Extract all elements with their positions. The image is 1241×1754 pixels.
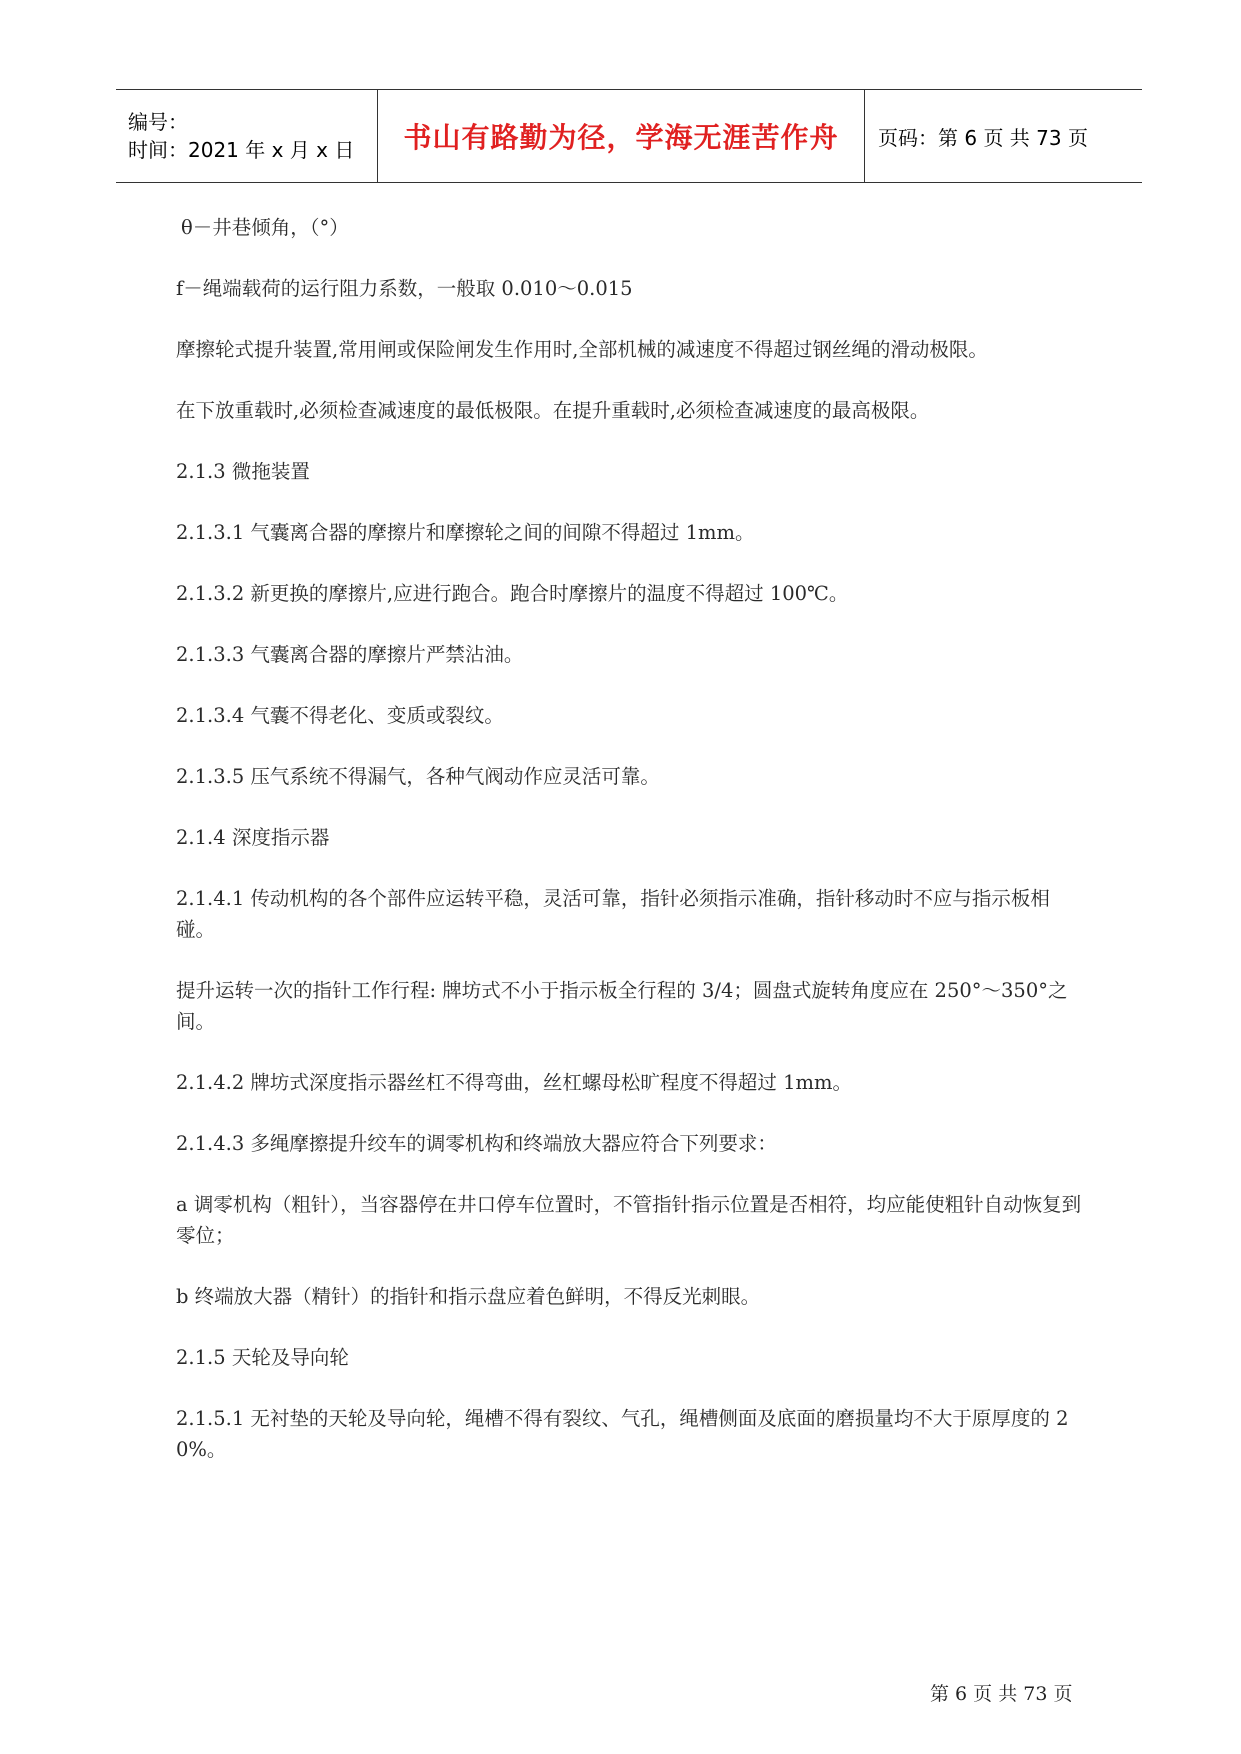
header-page-cell	[865, 90, 1142, 182]
header-motto-cell	[377, 90, 865, 182]
paragraph: 2.1.3.5 压气系统不得漏气，各种气阀动作应灵活可靠。	[176, 765, 660, 788]
paragraph: 2.1.3.3 气囊离合器的摩擦片严禁沾油。	[176, 643, 524, 666]
paragraph: 2.1.3.2 新更换的摩擦片,应进行跑合。跑合时摩擦片的温度不得超过 100℃。	[176, 582, 849, 605]
section-heading: 2.1.3 微拖装置	[176, 460, 310, 483]
header-motto: 书山有路勤为径，学海无涯苦作舟	[403, 121, 839, 154]
paragraph: b 终端放大器（精针）的指针和指示盘应着色鲜明，不得反光刺眼。	[176, 1285, 761, 1308]
paragraph: θ－井巷倾角，（°）	[181, 216, 349, 239]
document-number-label: 编号：	[128, 110, 188, 134]
paragraph: 2.1.5.1 无衬垫的天轮及导向轮，绳槽不得有裂纹、气孔，绳槽侧面及底面的磨损量均不大于原厚度的 20%。	[176, 1407, 1069, 1461]
paragraph: a 调零机构（粗针），当容器停在井口停车位置时，不管指针指示位置是否相符，均应能使粗针自动恢复到零位；	[176, 1193, 1082, 1247]
paragraph: 在下放重载时,必须检查减速度的最低极限。在提升重载时,必须检查减速度的最高极限。	[176, 399, 930, 422]
document-date: 时间：2021 年 x 月 x 日	[128, 138, 355, 162]
paragraph: 2.1.4.2 牌坊式深度指示器丝杠不得弯曲，丝杠螺母松旷程度不得超过 1mm。	[176, 1071, 853, 1094]
paragraph: 2.1.3.4 气囊不得老化、变质或裂纹。	[176, 704, 504, 727]
document-body	[176, 212, 1086, 1495]
paragraph: 2.1.3.1 气囊离合器的摩擦片和摩擦轮之间的间隙不得超过 1mm。	[176, 521, 755, 544]
header-left-cell	[116, 90, 377, 182]
paragraph: 提升运转一次的指针工作行程: 牌坊式不小于指示板全行程的 3/4；圆盘式旋转角度应在 250°～350°之间。	[176, 979, 1068, 1033]
paragraph: 摩擦轮式提升装置,常用闸或保险闸发生作用时,全部机械的减速度不得超过钢丝绳的滑动极限。	[176, 338, 988, 361]
paragraph: 2.1.4.3 多绳摩擦提升绞车的调零机构和终端放大器应符合下列要求：	[176, 1132, 777, 1155]
section-heading: 2.1.5 天轮及导向轮	[176, 1346, 349, 1369]
page-footer: 第 6 页 共 73 页	[930, 1683, 1073, 1705]
header-page-info: 页码：第 6 页 共 73 页	[878, 125, 1088, 150]
paragraph: 2.1.4.1 传动机构的各个部件应运转平稳，灵活可靠，指针必须指示准确，指针移动时不应与指示板相碰。	[176, 887, 1050, 941]
section-heading: 2.1.4 深度指示器	[176, 826, 330, 849]
page-header	[116, 89, 1142, 183]
paragraph: f－绳端载荷的运行阻力系数，一般取 0.010～0.015	[176, 277, 633, 300]
